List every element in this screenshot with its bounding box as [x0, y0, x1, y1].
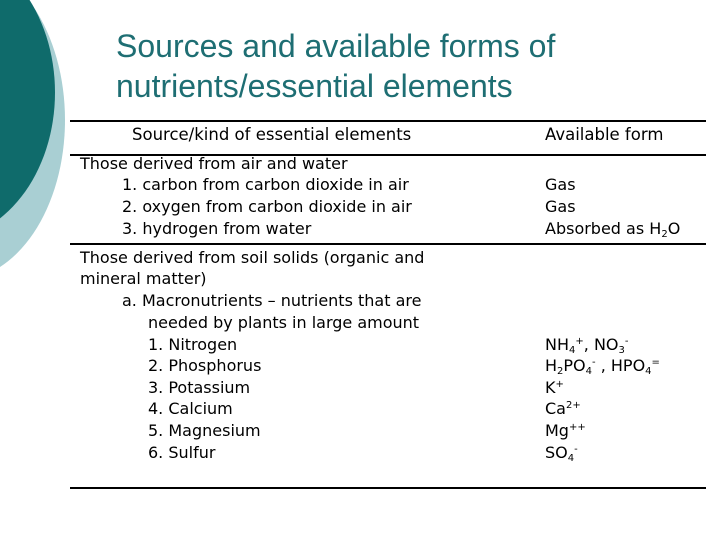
- soil-item-nitrogen: 1. Nitrogen: [148, 335, 238, 354]
- form-oxygen: Gas: [545, 197, 576, 216]
- macro-line-1: a. Macronutrients – nutrients that are: [122, 291, 422, 310]
- air-item-hydrogen: 3. hydrogen from water: [122, 219, 312, 238]
- form-phosphorus: $H_2PO_4^-$ , $HPO_4^=$: [545, 356, 660, 377]
- soil-item-sulfur: 6. Sulfur: [148, 443, 216, 462]
- slide-title: [116, 26, 696, 106]
- table-rule-top: [70, 120, 706, 122]
- air-item-carbon: 1. carbon from carbon dioxide in air: [122, 175, 409, 194]
- form-magnesium: Mg++: [545, 421, 586, 440]
- title-line-1: Sources and available forms of: [116, 28, 556, 64]
- table-rule-bottom: [70, 487, 706, 489]
- soil-item-magnesium: 5. Magnesium: [148, 421, 261, 440]
- soil-item-calcium: 4. Calcium: [148, 399, 233, 418]
- form-nitrogen: $NH_4^+$, $NO_3^-$: [545, 335, 629, 356]
- form-calcium: $Ca^{2+}$: [545, 399, 581, 418]
- air-item-oxygen: 2. oxygen from carbon dioxide in air: [122, 197, 412, 216]
- macro-line-2: needed by plants in large amount: [148, 313, 420, 332]
- title-line-2: nutrients/essential elements: [116, 68, 513, 104]
- form-sulfur: $SO_4^-$: [545, 443, 578, 464]
- table-rule-section: [70, 243, 706, 245]
- form-potassium: K+: [545, 378, 564, 397]
- soil-item-phosphorus: 2. Phosphorus: [148, 356, 262, 375]
- form-hydrogen: Absorbed as $H_2O$: [545, 219, 681, 240]
- air-section-heading: Those derived from air and water: [80, 154, 348, 173]
- soil-item-potassium: 3. Potassium: [148, 378, 251, 397]
- form-carbon: Gas: [545, 175, 576, 194]
- soil-heading-line-1: Those derived from soil solids (organic and: [80, 248, 425, 267]
- header-source: Source/kind of essential elements: [132, 125, 412, 144]
- soil-heading-line-2: mineral matter): [80, 269, 207, 288]
- header-form: Available form: [545, 125, 664, 144]
